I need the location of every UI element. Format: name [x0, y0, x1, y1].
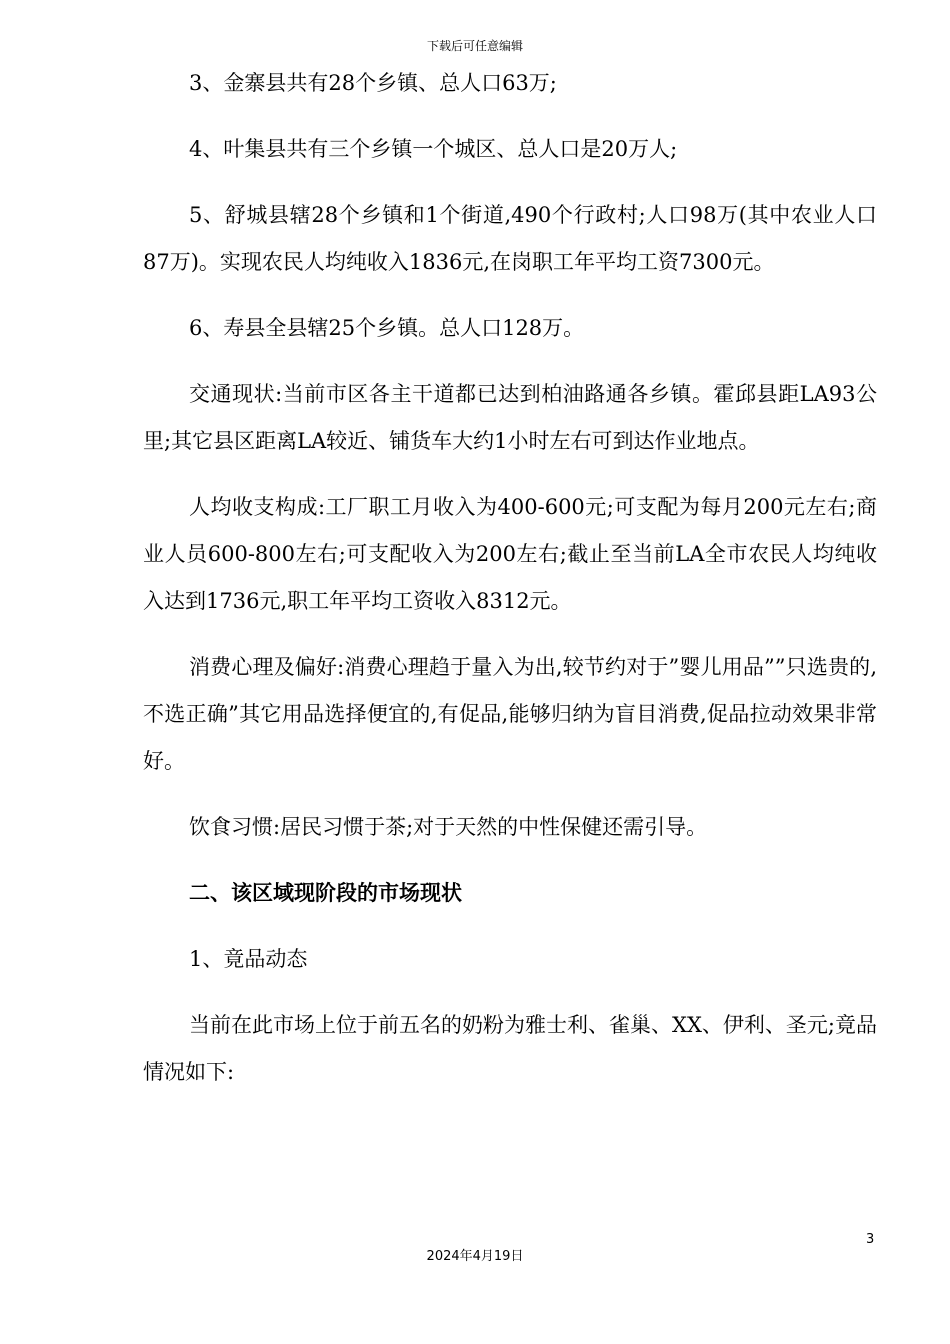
paragraph-yeji: 4、叶集县共有三个乡镇一个城区、总人口是20万人;	[189, 137, 678, 161]
document-body	[143, 60, 877, 1115]
paragraph-traffic: 交通现状:当前市区各主干道都已达到柏油路通各乡镇。霍邱县距LA93公里;其它县区距离LA较近、铺货车大约1小时左右可到达作业地点。	[143, 382, 877, 453]
paragraph-income: 人均收支构成:工厂职工月收入为400-600元;可支配为每月200元左右;商业人员600-800左右;可支配收入为200左右;截止至当前LA全市农民人均纯收入达到1736元,职工年平均工资收入8312元。	[143, 495, 877, 613]
paragraph-consumption: 消费心理及偏好:消费心理趋于量入为出,较节约对于”婴儿用品””只选贵的,不选正确”其它用品选择便宜的,有促品,能够归纳为盲目消费,促品拉动效果非常好。	[143, 655, 877, 773]
page-header: 下载后可任意编辑	[426, 39, 523, 53]
paragraph-diet: 饮食习惯:居民习惯于茶;对于天然的中性保健还需引导。	[189, 815, 708, 839]
paragraph-competitors: 当前在此市场上位于前五名的奶粉为雅士利、雀巢、XX、伊利、圣元;竟品情况如下:	[143, 1013, 877, 1084]
page-number: 3	[866, 1232, 875, 1247]
paragraph-shucheng: 5、舒城县辖28个乡镇和1个街道,490个行政村;人口98万(其中农业人口87万)。实现农民人均纯收入1836元,在岗职工年平均工资7300元。	[143, 203, 877, 274]
section-heading: 二、该区域现阶段的市场现状	[189, 881, 462, 905]
subsection-title: 1、竟品动态	[189, 947, 308, 971]
page-footer-date: 2024年4月19日	[426, 1249, 524, 1264]
paragraph-shouxian: 6、寿县全县辖25个乡镇。总人口128万。	[189, 316, 585, 340]
paragraph-jinzhai: 3、金寨县共有28个乡镇、总人口63万;	[189, 71, 557, 95]
